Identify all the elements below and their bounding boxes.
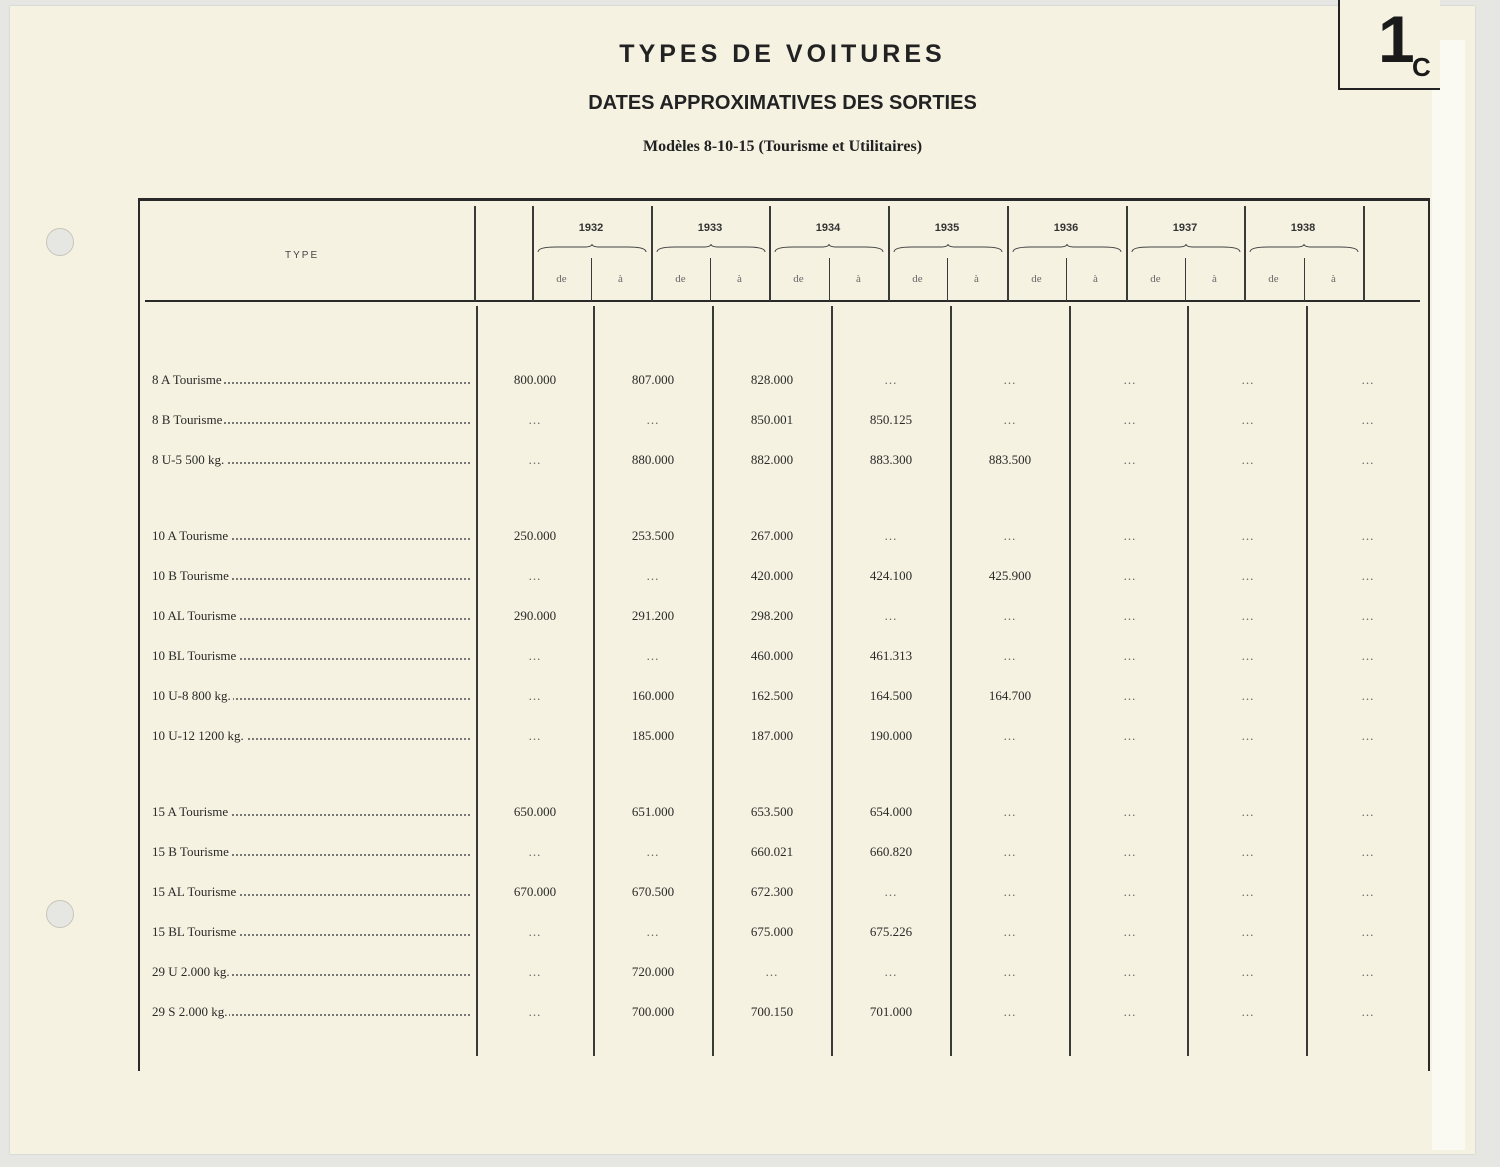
row-value-cell: ... xyxy=(1123,804,1137,819)
year-divider-line xyxy=(769,206,771,301)
row-value-cell: ... xyxy=(1241,884,1255,899)
row-value-cell: 461.313 xyxy=(869,648,913,663)
to-label: à xyxy=(618,273,623,285)
row-value-cell: 164.500 xyxy=(869,688,913,703)
row-value-cell: 654.000 xyxy=(869,804,913,819)
row-value-cell: 850.001 xyxy=(750,412,794,427)
row-type-text: 10 A Tourisme xyxy=(152,528,229,543)
row-value-cell: 660.021 xyxy=(750,844,794,859)
from-label: de xyxy=(793,273,804,285)
row-value-cell: ... xyxy=(1241,728,1255,743)
to-label: à xyxy=(1093,273,1098,285)
from-label: de xyxy=(1150,273,1161,285)
row-value-cell: ... xyxy=(528,844,542,859)
row-value-cell: ... xyxy=(1003,884,1017,899)
row-value-cell: 650.000 xyxy=(513,804,557,819)
row-value-cell: ... xyxy=(1361,412,1375,427)
row-value-cell: 420.000 xyxy=(750,568,794,583)
row-type-text: 15 AL Tourisme xyxy=(152,884,237,899)
row-type-label xyxy=(152,884,470,900)
row-value-cell: ... xyxy=(1241,412,1255,427)
row-value-cell: ... xyxy=(1003,648,1017,663)
row-value-cell: 672.300 xyxy=(750,884,794,899)
row-value-cell: 162.500 xyxy=(750,688,794,703)
row-value-cell: ... xyxy=(528,688,542,703)
type-separator-line xyxy=(474,206,476,301)
row-value-cell: ... xyxy=(646,648,660,663)
year-header: 1932 xyxy=(578,222,604,234)
models-line: Modèles 8-10-15 (Tourisme et Utilitaires) xyxy=(642,138,923,155)
row-value-cell: 298.200 xyxy=(750,608,794,623)
row-value-cell: ... xyxy=(1123,608,1137,623)
table-row xyxy=(0,1004,1500,1026)
row-value-cell: ... xyxy=(1361,372,1375,387)
row-type-text: 15 B Tourisme xyxy=(152,844,229,859)
row-type-label xyxy=(152,372,470,388)
row-value-cell: ... xyxy=(1361,964,1375,979)
row-value-cell: ... xyxy=(1003,608,1017,623)
year-header: 1937 xyxy=(1172,222,1198,234)
year-divider-line xyxy=(651,206,653,301)
header-rule xyxy=(145,300,1420,302)
row-type-text: 29 U 2.000 kg. xyxy=(152,964,230,979)
year-header: 1933 xyxy=(697,222,723,234)
year-brace xyxy=(536,244,648,254)
row-value-cell: 670.000 xyxy=(513,884,557,899)
type-column-header: TYPE xyxy=(285,250,320,261)
row-value-cell: ... xyxy=(1123,1004,1137,1019)
row-type-label xyxy=(152,804,470,820)
row-value-cell: 700.000 xyxy=(631,1004,675,1019)
row-value-cell: ... xyxy=(528,412,542,427)
page-subtitle: DATES APPROXIMATIVES DES SORTIES xyxy=(588,92,977,114)
row-value-cell: ... xyxy=(528,964,542,979)
row-value-cell: ... xyxy=(1123,884,1137,899)
row-value-cell: ... xyxy=(1361,1004,1375,1019)
row-type-label xyxy=(152,844,470,860)
row-value-cell: 424.100 xyxy=(869,568,913,583)
table-row xyxy=(0,608,1500,630)
row-type-label xyxy=(152,924,470,940)
year-header: 1935 xyxy=(934,222,960,234)
binder-hole-top xyxy=(46,228,74,256)
row-value-cell: ... xyxy=(1361,452,1375,467)
row-value-cell: 882.000 xyxy=(750,452,794,467)
row-value-cell: ... xyxy=(528,568,542,583)
row-value-cell: 653.500 xyxy=(750,804,794,819)
row-type-text: 15 A Tourisme xyxy=(152,804,229,819)
row-value-cell: ... xyxy=(884,964,898,979)
row-value-cell: ... xyxy=(1003,1004,1017,1019)
row-value-cell: ... xyxy=(1361,608,1375,623)
from-label: de xyxy=(556,273,567,285)
row-value-cell: ... xyxy=(1241,844,1255,859)
row-value-cell: ... xyxy=(1003,372,1017,387)
to-label: à xyxy=(856,273,861,285)
row-value-cell: 700.150 xyxy=(750,1004,794,1019)
table-row xyxy=(0,688,1500,710)
row-type-label xyxy=(152,964,470,980)
row-value-cell: 460.000 xyxy=(750,648,794,663)
table-row xyxy=(0,372,1500,394)
row-value-cell: ... xyxy=(1241,1004,1255,1019)
row-value-cell: 807.000 xyxy=(631,372,675,387)
row-value-cell: ... xyxy=(1003,964,1017,979)
row-type-label xyxy=(152,608,470,624)
row-value-cell: 267.000 xyxy=(750,528,794,543)
row-value-cell: 720.000 xyxy=(631,964,675,979)
to-label: à xyxy=(1331,273,1336,285)
table-row xyxy=(0,412,1500,434)
year-divider-line xyxy=(888,206,890,301)
row-type-text: 8 U-5 500 kg. xyxy=(152,452,225,467)
row-type-label xyxy=(152,452,470,468)
row-value-cell: 850.125 xyxy=(869,412,913,427)
row-value-cell: ... xyxy=(646,568,660,583)
row-value-cell: ... xyxy=(646,924,660,939)
table-row xyxy=(0,884,1500,906)
row-type-text: 10 AL Tourisme xyxy=(152,608,237,623)
row-value-cell: 185.000 xyxy=(631,728,675,743)
year-header: 1934 xyxy=(815,222,841,234)
row-value-cell: ... xyxy=(1123,528,1137,543)
from-label: de xyxy=(912,273,923,285)
row-value-cell: 250.000 xyxy=(513,528,557,543)
row-value-cell: 187.000 xyxy=(750,728,794,743)
row-value-cell: ... xyxy=(1361,804,1375,819)
year-brace xyxy=(1011,244,1123,254)
table-row xyxy=(0,924,1500,946)
row-value-cell: ... xyxy=(1123,924,1137,939)
row-value-cell: ... xyxy=(1361,528,1375,543)
row-type-label xyxy=(152,688,470,704)
row-value-cell: ... xyxy=(646,844,660,859)
table-row xyxy=(0,804,1500,826)
row-type-text: 15 BL Tourisme xyxy=(152,924,237,939)
to-label: à xyxy=(737,273,742,285)
table-row xyxy=(0,728,1500,750)
row-value-cell: 160.000 xyxy=(631,688,675,703)
row-value-cell: ... xyxy=(1003,924,1017,939)
to-label: à xyxy=(1212,273,1217,285)
row-value-cell: ... xyxy=(1123,728,1137,743)
row-value-cell: ... xyxy=(1003,412,1017,427)
row-value-cell: ... xyxy=(1361,688,1375,703)
year-divider-line xyxy=(532,206,534,301)
row-value-cell: ... xyxy=(1123,372,1137,387)
row-value-cell: ... xyxy=(1241,688,1255,703)
row-type-label xyxy=(152,728,470,744)
row-value-cell: ... xyxy=(1123,412,1137,427)
row-value-cell: ... xyxy=(884,372,898,387)
row-value-cell: 675.226 xyxy=(869,924,913,939)
row-value-cell: ... xyxy=(1123,844,1137,859)
row-value-cell: ... xyxy=(528,452,542,467)
year-header: 1938 xyxy=(1290,222,1316,234)
row-value-cell: 290.000 xyxy=(513,608,557,623)
row-value-cell: ... xyxy=(1241,568,1255,583)
row-value-cell: ... xyxy=(1241,804,1255,819)
row-value-cell: ... xyxy=(1123,568,1137,583)
tab-letter: C xyxy=(1412,52,1431,82)
year-divider-line xyxy=(1126,206,1128,301)
row-value-cell: 880.000 xyxy=(631,452,675,467)
row-value-cell: ... xyxy=(1241,924,1255,939)
table-row xyxy=(0,568,1500,590)
row-value-cell: 675.000 xyxy=(750,924,794,939)
row-value-cell: ... xyxy=(884,608,898,623)
row-value-cell: 828.000 xyxy=(750,372,794,387)
row-type-label xyxy=(152,648,470,664)
row-type-text: 10 U-8 800 kg. xyxy=(152,688,231,703)
row-value-cell: ... xyxy=(1241,528,1255,543)
row-value-cell: 800.000 xyxy=(513,372,557,387)
row-value-cell: ... xyxy=(1123,964,1137,979)
row-value-cell: ... xyxy=(884,528,898,543)
page-title: TYPES DE VOITURES xyxy=(619,40,946,68)
year-brace xyxy=(655,244,767,254)
row-value-cell: 190.000 xyxy=(869,728,913,743)
table-row xyxy=(0,844,1500,866)
row-value-cell: ... xyxy=(1123,452,1137,467)
row-value-cell: 660.820 xyxy=(869,844,913,859)
from-label: de xyxy=(1268,273,1279,285)
row-value-cell: 883.500 xyxy=(988,452,1032,467)
year-brace xyxy=(773,244,885,254)
row-value-cell: ... xyxy=(765,964,779,979)
row-value-cell: ... xyxy=(528,924,542,939)
row-value-cell: ... xyxy=(528,728,542,743)
row-value-cell: ... xyxy=(1241,452,1255,467)
table-row xyxy=(0,528,1500,550)
row-type-text: 10 B Tourisme xyxy=(152,568,229,583)
row-type-text: 10 BL Tourisme xyxy=(152,648,237,663)
table-row xyxy=(0,648,1500,670)
row-type-text: 10 U-12 1200 kg. xyxy=(152,728,244,743)
row-value-cell: 253.500 xyxy=(631,528,675,543)
row-value-cell: ... xyxy=(1361,924,1375,939)
row-value-cell: ... xyxy=(1241,608,1255,623)
row-value-cell: ... xyxy=(1361,884,1375,899)
year-brace xyxy=(1248,244,1360,254)
row-value-cell: ... xyxy=(1361,648,1375,663)
from-label: de xyxy=(675,273,686,285)
row-value-cell: ... xyxy=(1003,528,1017,543)
row-value-cell: ... xyxy=(1361,568,1375,583)
from-label: de xyxy=(1031,273,1042,285)
year-divider-line xyxy=(1363,206,1365,301)
tab-number: 1 xyxy=(1378,2,1415,76)
row-value-cell: ... xyxy=(1003,728,1017,743)
row-type-label xyxy=(152,528,470,544)
row-value-cell: ... xyxy=(1361,844,1375,859)
row-value-cell: ... xyxy=(1123,648,1137,663)
to-label: à xyxy=(974,273,979,285)
year-divider-line xyxy=(1244,206,1246,301)
year-header: 1936 xyxy=(1053,222,1079,234)
row-value-cell: ... xyxy=(1003,804,1017,819)
row-value-cell: ... xyxy=(1123,688,1137,703)
row-value-cell: ... xyxy=(1361,728,1375,743)
year-divider-line xyxy=(1007,206,1009,301)
row-value-cell: 883.300 xyxy=(869,452,913,467)
year-brace xyxy=(892,244,1004,254)
row-type-text: 8 B Tourisme xyxy=(152,412,223,427)
row-type-text: 8 A Tourisme xyxy=(152,372,222,387)
table-row xyxy=(0,964,1500,986)
row-value-cell: 651.000 xyxy=(631,804,675,819)
row-type-label xyxy=(152,1004,470,1020)
row-value-cell: ... xyxy=(1003,844,1017,859)
row-value-cell: ... xyxy=(528,1004,542,1019)
year-brace xyxy=(1130,244,1242,254)
row-type-label xyxy=(152,568,470,584)
row-value-cell: ... xyxy=(1241,372,1255,387)
row-value-cell: 291.200 xyxy=(631,608,675,623)
row-value-cell: 164.700 xyxy=(988,688,1032,703)
row-value-cell: ... xyxy=(646,412,660,427)
row-value-cell: ... xyxy=(884,884,898,899)
row-value-cell: ... xyxy=(1241,648,1255,663)
row-value-cell: ... xyxy=(528,648,542,663)
row-value-cell: 425.900 xyxy=(988,568,1032,583)
row-type-label xyxy=(152,412,470,428)
table-row xyxy=(0,452,1500,474)
row-value-cell: 701.000 xyxy=(869,1004,913,1019)
row-type-text: 29 S 2.000 kg. xyxy=(152,1004,228,1019)
row-value-cell: 670.500 xyxy=(631,884,675,899)
row-value-cell: ... xyxy=(1241,964,1255,979)
